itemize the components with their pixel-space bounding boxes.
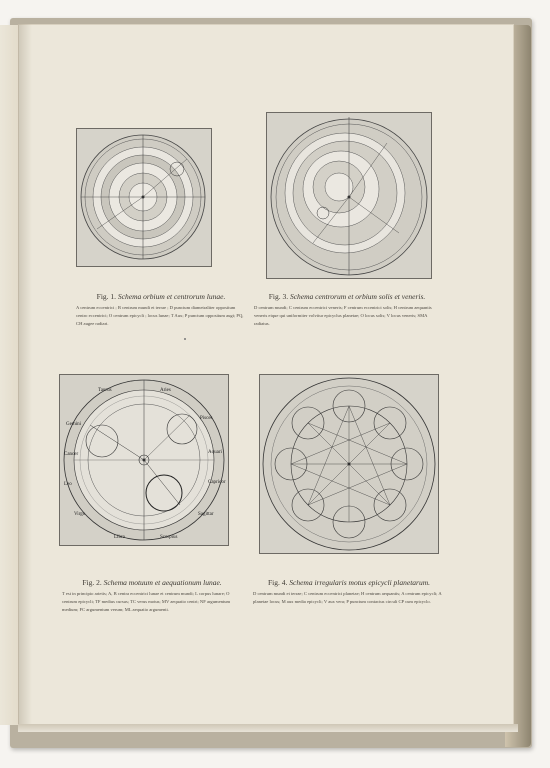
figure-2-illustration — [59, 374, 229, 546]
figure-title-italic: Schema centrorum et orbium solis et veneris. — [289, 292, 426, 301]
figure-4-illustration — [259, 374, 439, 554]
figure-3-caption — [254, 292, 440, 328]
figure-2-caption — [62, 578, 242, 614]
figure-1-title — [76, 292, 246, 301]
figure-1-caption — [76, 292, 246, 328]
figure-number: Fig. 4. — [267, 578, 288, 587]
figure-1-illustration — [76, 128, 212, 267]
figure-number: Fig. 1. — [96, 292, 117, 301]
figure-4-caption — [253, 578, 445, 606]
zodiac-label: Gemini — [66, 422, 81, 427]
facing-page-edge — [0, 25, 19, 725]
zodiac-label: Sagittar — [198, 512, 214, 517]
zodiac-label: Capricor — [208, 480, 226, 485]
zodiac-label: Cancer — [64, 452, 79, 457]
figure-number: Fig. 3. — [268, 292, 289, 301]
zodiac-label: Virgo — [74, 512, 86, 517]
figure-3-illustration — [266, 112, 432, 279]
zodiac-label: Pisces — [200, 416, 213, 421]
zodiac-label: Aquari — [208, 450, 222, 455]
figure-2-legend: T est in principio arietis; A, B centra eccentrici lunae et centrum mundi; L corpus lunare; O centrum epicycli; TF medius cursus; TC verus motus; MV aequatio centri; NF argumentum medium; FC argumentum verum; ML aequatio argumenti. — [62, 591, 231, 612]
figure-2-title — [62, 578, 242, 587]
zodiac-label: Aries — [160, 388, 171, 393]
figure-number: Fig. 2. — [82, 578, 102, 587]
zodiac-label: Libra — [114, 535, 125, 540]
figure-title-italic: Schema irregularis motus epicycli planetarum. — [289, 578, 430, 587]
ink-speck — [184, 338, 186, 340]
figure-title-italic: Schema motuum et aequationum lunae. — [103, 578, 222, 587]
figure-title-italic: Schema orbium et centrorum lunae. — [117, 292, 226, 301]
zodiac-label: Scorpius — [160, 535, 178, 540]
zodiac-label: Leo — [64, 482, 72, 487]
figure-3-title — [254, 292, 440, 301]
figure-4-title — [253, 578, 445, 587]
zodiac-label: Taurus — [98, 388, 112, 393]
page-gutter-shadow — [18, 24, 32, 730]
page-bottom-edge — [18, 724, 518, 732]
figure-4-legend: D centrum mundi et terrae; C centrum eccentrici planetae; H centrum aequantis; A centrum epicycli; A planetae locus; M aux media epicycli; V aux vera; P punctum contactus circuli CP cum epicyclo. — [253, 591, 442, 604]
figure-1-legend: A centrum eccentrici ; B centrum mundi et terrae ; D punctum diametraliter oppositum centro eccentrici; O centrum epicycli ; locus lunae; T Aux; P punctum oppositum augi; PQ, CH augee radiari. — [76, 305, 244, 326]
figure-3-legend: D centrum mundi; C centrum eccentrici veneris; F centrum eccentrici solis; H centrum aequantis veneris eique qui uniformiter volvitur epicyclus planetae; O locus solis; V locus veneris; SMA radiatus. — [254, 305, 432, 326]
